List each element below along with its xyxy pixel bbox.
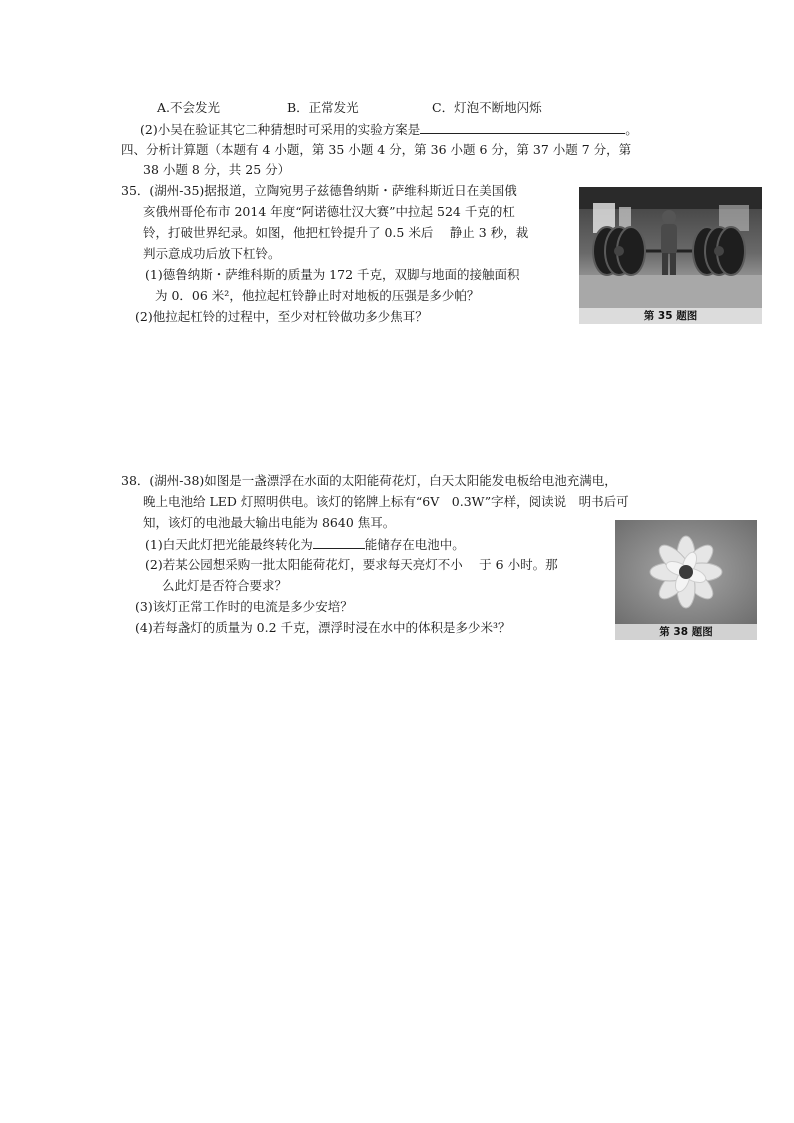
q35-sub2: (2)他拉起杠铃的过程中，至少对杠铃做功多少焦耳？: [135, 309, 428, 324]
q38-sub1-text: (1)白天此灯把光能最终转化为: [145, 537, 313, 552]
lotus-lamp-illustration: [615, 520, 757, 640]
q38-sub2-line2: 么此灯是否符合要求？: [162, 578, 288, 593]
q35-line3: 铃，打破世界纪录。如图，他把杠铃提升了 0.5 米后 静止 3 秒，裁: [143, 225, 529, 240]
q38-sub2-line1: (2)若某公园想采购一批太阳能荷花灯，要求每天亮灯不小 于 6 小时。那: [145, 557, 558, 572]
section-heading-line2: 38 小题 8 分，共 25 分）: [143, 162, 291, 177]
section-heading-line1: 四、分析计算题（本题有 4 小题，第 35 小题 4 分，第 36 小题 6 分，第 37 小题 7 分，第: [121, 142, 632, 157]
figure-38-photo: [615, 520, 757, 640]
q38-sub1-end: 能储存在电池中。: [364, 537, 465, 552]
question-2-period: 。: [625, 122, 638, 137]
q38-sub4: (4)若每盏灯的质量为 0.2 千克，漂浮时浸在水中的体积是多少米³？: [135, 620, 511, 635]
weightlifting-illustration: [579, 187, 762, 324]
q38-line1: 38．(湖州-38)如图是一盏漂浮在水面的太阳能荷花灯，白天太阳能发电板给电池充满电，: [121, 473, 617, 488]
q35-line1: 35．(湖州-35)据报道，立陶宛男子兹德鲁纳斯・萨维科斯近日在美国俄: [121, 183, 517, 198]
answer-blank: [420, 120, 625, 134]
option-b: B．正常发光: [287, 100, 359, 115]
option-c: C．灯泡不断地闪烁: [432, 100, 542, 115]
q38-sub1: [145, 535, 465, 554]
q38-sub3: (3)该灯正常工作时的电流是多少安培？: [135, 599, 353, 614]
answer-blank: [313, 535, 365, 549]
figure-35-caption: 第 35 题图: [643, 310, 698, 322]
q38-line3: 知，该灯的电池最大输出电能为 8640 焦耳。: [143, 515, 396, 530]
q35-sub1-line2: 为 0．06 米²，他拉起杠铃静止时对地板的压强是多少帕？: [155, 288, 480, 303]
q35-line2: 亥俄州哥伦布市 2014 年度“阿诺德壮汉大赛”中拉起 524 千克的杠: [143, 204, 515, 219]
figure-35-photo: [579, 187, 762, 324]
q35-sub1-line1: (1)德鲁纳斯・萨维科斯的质量为 172 千克，双脚与地面的接触面积: [145, 267, 520, 282]
option-a: A.不会发光: [157, 100, 221, 115]
q35-line4: 判示意成功后放下杠铃。: [143, 246, 281, 261]
figure-38-caption: 第 38 题图: [659, 626, 713, 638]
question-2-text: (2)小吴在验证其它二种猜想时可采用的实验方案是: [140, 122, 421, 137]
question-2-line: [140, 120, 638, 139]
q38-line2: 晚上电池给 LED 灯照明供电。该灯的铭牌上标有“6V 0.3W”字样，阅读说 明书后可: [143, 494, 629, 509]
